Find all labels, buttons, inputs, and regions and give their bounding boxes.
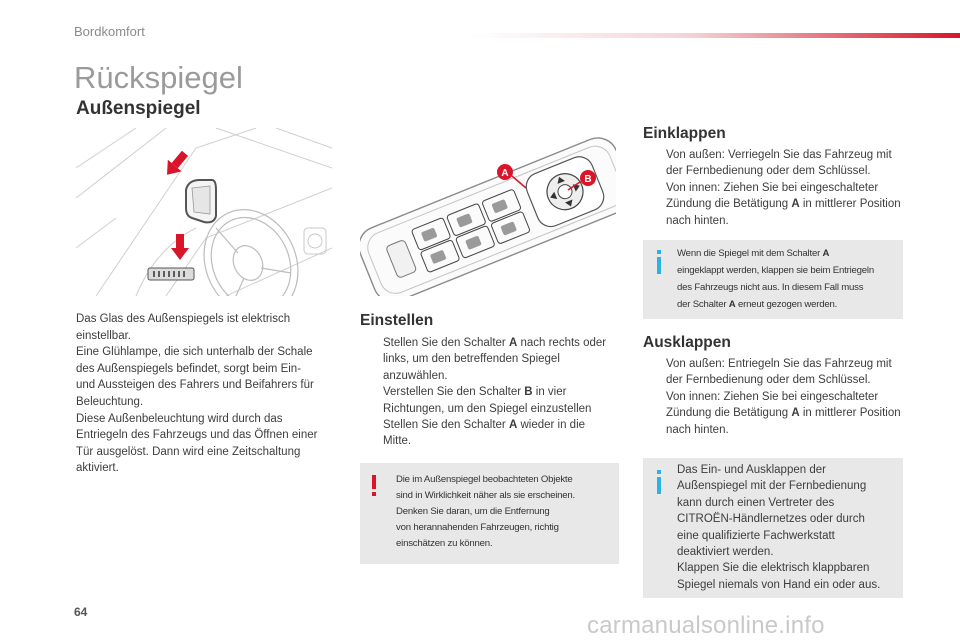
warning-exclamation-icon [370,475,378,497]
note-line: kann durch einen Vertreter des [677,496,835,509]
note-line: Wenn die Spiegel mit dem Schalter A [677,248,830,259]
ausklappen-heading: Ausklappen [643,334,731,351]
note-line: Außenspiegel mit der Fernbedienung [677,480,867,493]
note-line: CITROËN-Händlernetzes oder durch [677,513,865,526]
einklappen-list [643,147,903,229]
intro-line: Tür ausgelöst. Dann wird eine Zeitschaltung [76,445,301,458]
note-line: Spiegel niemals von Hand ein oder aus. [677,578,881,591]
list-item: Von innen: Ziehen Sie bei eingeschalteter Zündung die Betätigung A in mittlerer Position nach hinten. [666,181,901,227]
list-item: Stellen Sie den Schalter A wieder in die Mitte. [383,419,586,448]
list-item: Stellen Sie den Schalter A nach rechts oder links, um den betreffenden Spiegel anzuwählen. [383,337,607,382]
intro-line: Entriegeln des Fahrzeugs und das Öffnen einer [76,429,318,442]
list-item: Verstellen Sie den Schalter B in vier Richtungen, um den Spiegel einzustellen [383,386,592,415]
intro-line: einstellbar. [76,329,131,342]
list-item: Von außen: Verriegeln Sie das Fahrzeug mit der Fernbedienung oder dem Schlüssel. [666,149,892,178]
warning-line: Denken Sie daran, um die Entfernung [396,506,550,517]
note-line: eine qualifizierte Fachwerkstatt [677,529,835,542]
einklappen-heading: Einklappen [643,125,726,142]
warning-line: sind in Wirklichkeit näher als sie erscheinen. [396,490,576,501]
page-title: Rückspiegel [74,60,243,95]
switch-panel-illustration [360,128,616,296]
note-line: des Fahrzeugs nicht aus. In diesem Fall muss [677,282,864,293]
note-line: deaktiviert werden. [677,546,774,559]
einklappen-info-box [643,240,903,319]
page-number: 64 [74,605,88,619]
label-a: A [501,168,509,179]
warning-line: von herannahenden Fahrzeugen, richtig [396,522,559,533]
intro-paragraph [76,311,346,477]
warning-box [360,463,619,564]
note-line: Klappen Sie die elektrisch klappbaren [677,562,870,575]
list-item: Von außen: Entriegeln Sie das Fahrzeug mit der Fernbedienung oder dem Schlüssel. [666,358,892,387]
ausklappen-list [643,356,903,438]
running-header: Bordkomfort [74,24,145,39]
watermark: carmanualsonline.info [587,612,825,639]
list-item: Von innen: Ziehen Sie bei eingeschalteter Zündung die Betätigung A in mittlerer Position nach hinten. [666,390,901,436]
note-line: der Schalter A erneut gezogen werden. [677,299,838,310]
note-line: eingeklappt werden, klappen sie beim Entriegeln [677,265,874,276]
intro-line: Diese Außenbeleuchtung wird durch das [76,412,283,425]
intro-line: Eine Glühlampe, die sich unterhalb der Schale [76,346,313,359]
warning-line: einschätzen zu können. [396,538,493,549]
intro-line: des Außenspiegels befindet, sorgt beim Ein- [76,362,302,375]
label-b: B [584,174,592,185]
interior-mirror-illustration [76,128,332,296]
intro-line: aktiviert. [76,462,119,475]
einstellen-list [360,335,616,450]
intro-line: Das Glas des Außenspiegels ist elektrisch [76,313,291,325]
einstellen-heading: Einstellen [360,312,434,329]
ausklappen-info-box [643,458,903,598]
warning-line: Die im Außenspiegel beobachteten Objekte [396,474,573,485]
info-icon [655,250,663,274]
intro-line: und Aussteigen des Fahrers und Beifahrers für [76,379,314,392]
section-title: Außenspiegel [76,98,201,119]
header-accent-bar [470,33,960,38]
note-line: Das Ein- und Ausklappen der [677,464,826,476]
intro-line: Beleuchtung. [76,395,144,408]
info-icon [655,470,663,494]
